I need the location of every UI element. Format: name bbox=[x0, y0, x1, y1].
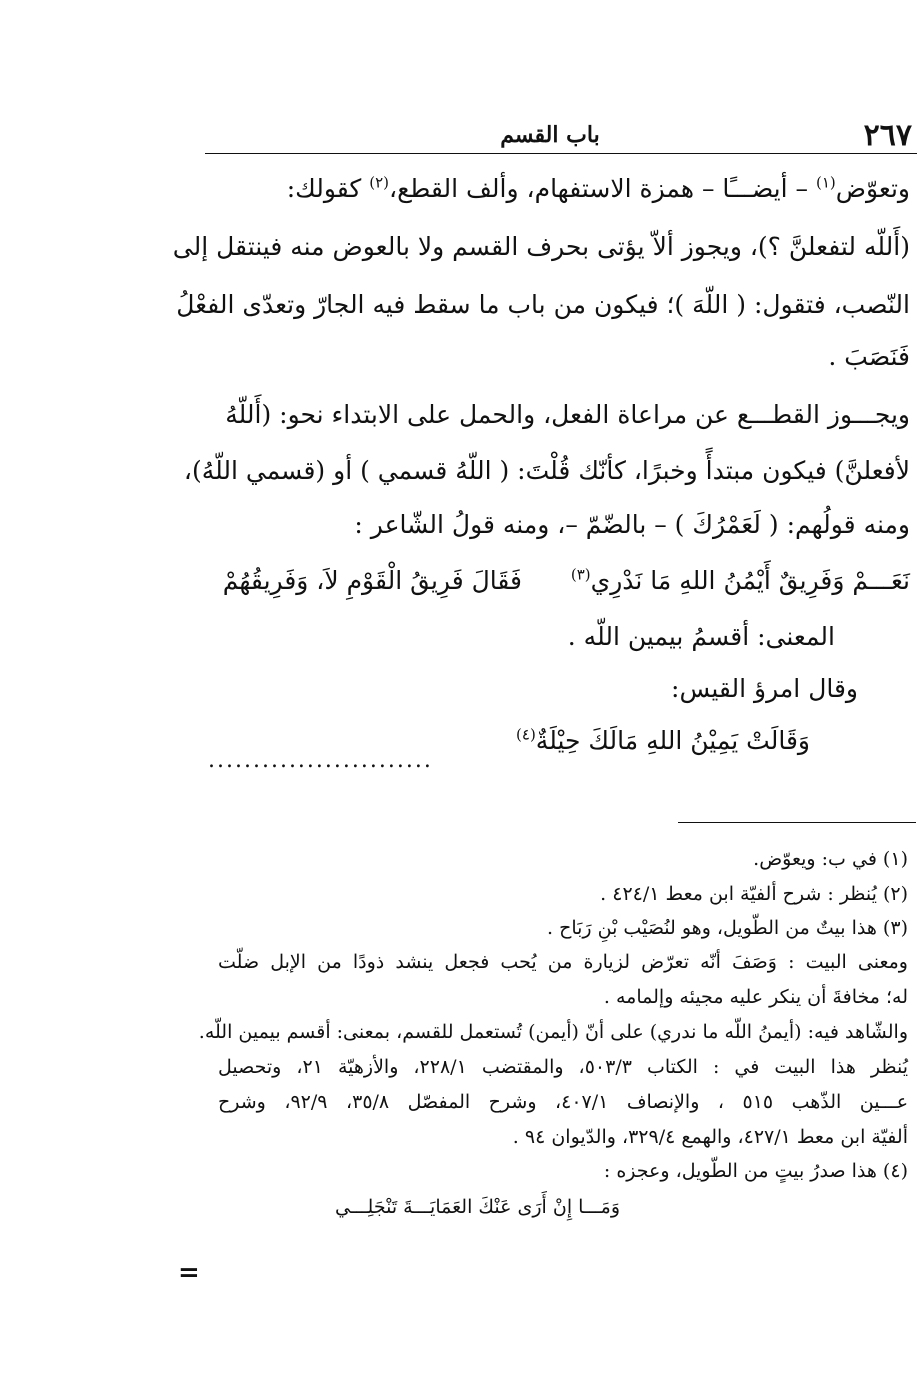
footnote-line: ألفيّة ابن معط ٤٢٧/١، والهمع ٣٢٩/٤، والدّيوان ٩٤ . bbox=[512, 1126, 908, 1148]
footnote: (١) في ب: ويعوّض. bbox=[753, 848, 908, 870]
footnote-line: يُنظر هذا البيت في : الكتاب ٥٠٣/٣، والمقتضب ٢٢٨/١، والأزهيّة ٢١، وتحصيل bbox=[218, 1056, 909, 1078]
body-line: وتعوّض$^{(١)}$ – أيضـــًا – همزة الاستفهام، وألف القطع،$^{(٢)}$ كقولك: bbox=[286, 173, 910, 203]
footnote-rule bbox=[678, 822, 916, 823]
verse-ellipsis: ......................... bbox=[208, 748, 433, 773]
footnote-line: ومعنى البيت : وَصَفَ أنّه تعرّض لزيارة من يُحب فجعل ينشد ذودًا من الإبل ضلّت bbox=[218, 951, 908, 973]
footnote-ref: (٣) bbox=[570, 565, 591, 584]
page-number: ٢٦٧ bbox=[863, 118, 912, 153]
footnote-ref: (١) bbox=[815, 173, 836, 192]
footnote-verse: وَمَـــا إِنْ أَرَى عَنْكَ العَمَايَـــةَ تَنْجَلِـــي bbox=[335, 1196, 620, 1218]
verse-hemistich-right: فَقَالَ فَرِيقُ الْقَوْمِ لاَ، وَفَرِيقُهُمْ bbox=[222, 566, 522, 595]
footnote-line: عـــين الذّهب ٥١٥ ، والإنصاف ٤٠٧/١، وشرح المفصّل ٣٥/٨، ٩٢/٩، وشرح bbox=[218, 1091, 909, 1113]
footnote: (٤) هذا صدرُ بيتٍ من الطّويل، وعجزه : bbox=[603, 1160, 908, 1182]
footnote-ref: (٤) bbox=[516, 725, 536, 744]
body-line: (أَللّه لتفعلنَّ ؟)، ويجوز ألاّ يؤتى بحرف القسم ولا بالعوض منه فينتقل إلى bbox=[172, 232, 910, 261]
footnote: (٢) يُنظر : شرح ألفيّة ابن معط ٤٢٤/١ . bbox=[600, 883, 908, 905]
poet-intro: وقال امرؤ القيس: bbox=[671, 674, 858, 703]
body-line: لأفعلنَّ) فيكون مبتدأً وخبرًا، كأنّك قُلْتَ: ( اللّهُ قسمي ) أو (قسمي اللّهُ)، bbox=[183, 456, 910, 485]
body-line: ويجـــوز القطـــع عن مراعاة الفعل، والحمل على الابتداء نحو: (أَللّهُ bbox=[225, 400, 910, 429]
footnote: (٣) هذا بيتٌ من الطّويل، وهو لنُصَيْب بْنِ رَبَاح . bbox=[547, 917, 908, 939]
body-line: النّصب، فتقول: ( اللّهَ )؛ فيكون من باب ما سقط فيه الجارّ وتعدّى الفعْلُ bbox=[176, 290, 910, 319]
body-line: فَنَصَبَ . bbox=[828, 342, 910, 371]
body-line: ومنه قولُهم: ( لَعَمْرُكَ ) – بالضّمّ –، ومنه قولُ الشّاعر : bbox=[354, 510, 910, 539]
chapter-title: باب القسم bbox=[500, 122, 600, 148]
footnote-line: له؛ مخافةَ أن ينكر عليه مجيئه وإلمامه . bbox=[603, 986, 908, 1008]
footnote-line: والشّاهد فيه: (أيمنُ اللّه ما ندري) على أنّ (أيمن) تُستعمل للقسم، بمعنى: أقسم بيمين اللّه. bbox=[198, 1021, 908, 1043]
verse-hemistich-right: وَقَالَتْ يَمِيْنُ اللهِ مَالَكَ حِيْلَةٌ$^{(٤)}$ bbox=[516, 725, 810, 755]
footnote-ref: (٢) bbox=[369, 173, 390, 192]
meaning-line: المعنى: أقسمُ بيمين اللّه . bbox=[567, 622, 835, 651]
page-end-marker: = bbox=[178, 1258, 200, 1288]
header-rule bbox=[205, 153, 917, 154]
verse-hemistich-left: نَعَـــمْ وَفَرِيقٌ أَيْمُنُ اللهِ مَا نَدْرِي$^{(٣)}$ bbox=[570, 565, 910, 595]
